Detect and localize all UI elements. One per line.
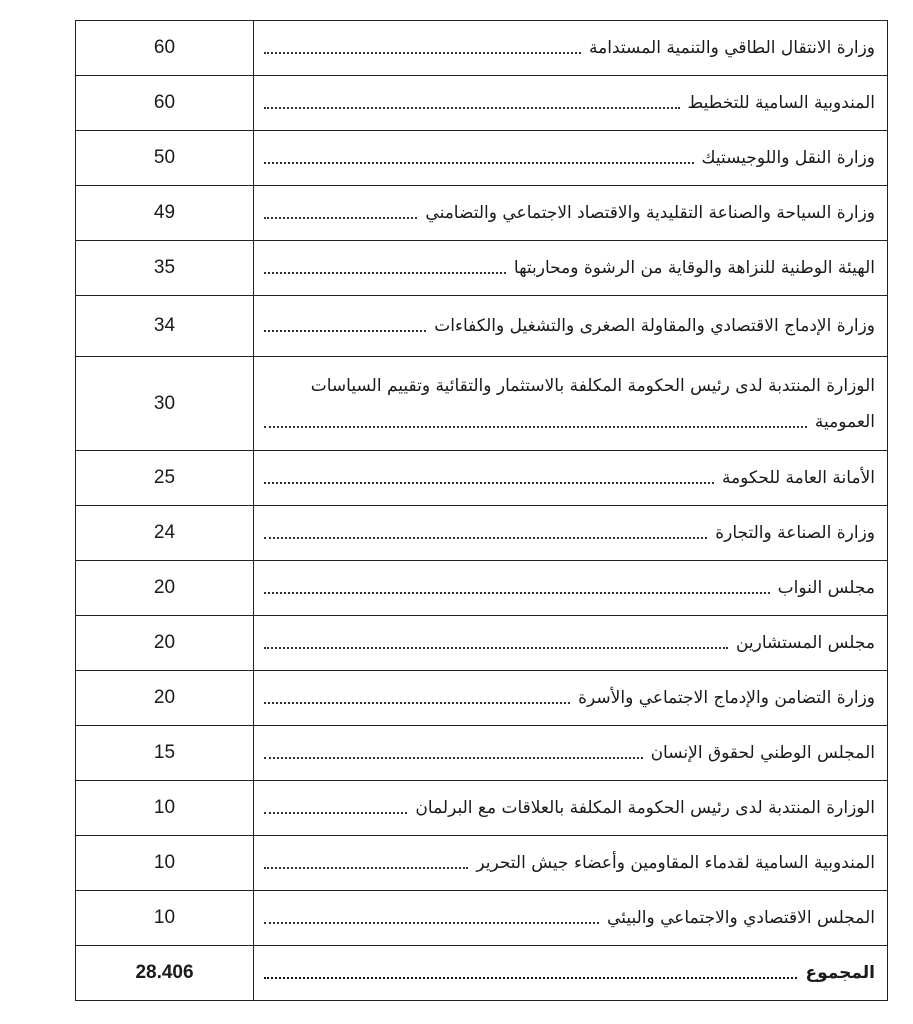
name-cell — [254, 296, 888, 357]
dot-leader — [264, 162, 694, 164]
name-cell — [254, 451, 888, 506]
dot-leader — [264, 647, 728, 649]
table-row — [76, 726, 888, 781]
row-label: مجلس النواب — [777, 578, 875, 598]
value-cell: 25 — [76, 451, 254, 506]
name-cell — [254, 671, 888, 726]
table-row — [76, 836, 888, 891]
table-row — [76, 506, 888, 561]
row-label: المندوبية السامية للتخطيط — [687, 93, 875, 113]
value-cell: 35 — [76, 241, 254, 296]
table-row — [76, 891, 888, 946]
budget-allocation-table — [75, 20, 888, 1001]
table-row — [76, 616, 888, 671]
table-row — [76, 296, 888, 357]
total-row — [76, 946, 888, 1001]
value-cell: 24 — [76, 506, 254, 561]
name-cell — [254, 186, 888, 241]
table-row — [76, 21, 888, 76]
table-row — [76, 671, 888, 726]
dot-leader — [264, 272, 506, 274]
dot-leader — [264, 330, 426, 332]
dot-leader — [264, 52, 581, 54]
name-cell — [254, 781, 888, 836]
value-cell: 10 — [76, 781, 254, 836]
table-row — [76, 357, 888, 451]
value-cell: 20 — [76, 616, 254, 671]
dot-leader — [264, 217, 417, 219]
value-cell: 20 — [76, 671, 254, 726]
row-label: الأمانة العامة للحكومة — [721, 468, 875, 488]
row-label: المجلس الوطني لحقوق الإنسان — [650, 743, 875, 763]
name-cell — [254, 76, 888, 131]
value-cell: 20 — [76, 561, 254, 616]
dot-leader — [264, 592, 770, 594]
name-cell — [254, 241, 888, 296]
row-label: الوزارة المنتدبة لدى رئيس الحكومة المكلفة بالعلاقات مع البرلمان — [415, 798, 875, 818]
value-cell: 15 — [76, 726, 254, 781]
name-cell — [254, 726, 888, 781]
row-label: وزارة الصناعة والتجارة — [715, 523, 875, 543]
row-label: المجلس الاقتصادي والاجتماعي والبيئي — [607, 908, 875, 928]
name-cell — [254, 21, 888, 76]
name-cell — [254, 561, 888, 616]
row-label: وزارة الإدماج الاقتصادي والمقاولة الصغرى والتشغيل والكفاءات — [434, 316, 875, 336]
value-cell: 10 — [76, 836, 254, 891]
table-row — [76, 241, 888, 296]
row-label: مجلس المستشارين — [735, 633, 875, 653]
row-label: المندوبية السامية لقدماء المقاومين وأعضاء جيش التحرير — [476, 853, 875, 873]
dot-leader — [264, 426, 807, 428]
name-cell — [254, 357, 888, 451]
table-row — [76, 781, 888, 836]
row-label: وزارة الانتقال الطاقي والتنمية المستدامة — [589, 38, 875, 58]
dot-leader — [264, 922, 599, 924]
table-body — [76, 21, 888, 1001]
row-label: وزارة التضامن والإدماج الاجتماعي والأسرة — [578, 688, 875, 708]
table-row — [76, 186, 888, 241]
dot-leader — [264, 537, 707, 539]
row-label: الهيئة الوطنية للنزاهة والوقاية من الرشوة ومحاربتها — [513, 258, 875, 278]
value-cell: 10 — [76, 891, 254, 946]
table-row — [76, 131, 888, 186]
value-cell: 30 — [76, 357, 254, 451]
value-cell: 50 — [76, 131, 254, 186]
table-row — [76, 76, 888, 131]
value-cell: 34 — [76, 296, 254, 357]
dot-leader — [264, 812, 407, 814]
row-label-line-2: العمومية — [814, 411, 875, 432]
dot-leader — [264, 757, 643, 759]
name-cell — [254, 616, 888, 671]
total-value-cell: 28.406 — [76, 946, 254, 1001]
dot-leader — [264, 977, 797, 979]
dot-leader — [264, 702, 570, 704]
dot-leader — [264, 482, 714, 484]
table-row — [76, 451, 888, 506]
name-cell — [254, 506, 888, 561]
dot-leader — [264, 107, 680, 109]
row-label: وزارة النقل واللوجيستيك — [701, 148, 875, 168]
total-label: المجموع — [805, 963, 875, 983]
name-cell — [254, 836, 888, 891]
row-label: وزارة السياحة والصناعة التقليدية والاقتصاد الاجتماعي والتضامني — [425, 203, 875, 223]
value-cell: 60 — [76, 21, 254, 76]
value-cell: 60 — [76, 76, 254, 131]
table-row — [76, 561, 888, 616]
name-cell — [254, 131, 888, 186]
row-label-line-1: الوزارة المنتدبة لدى رئيس الحكومة المكلفة بالاستثمار والتقائية وتقييم السياسات — [310, 375, 875, 396]
name-cell — [254, 891, 888, 946]
dot-leader — [264, 867, 468, 869]
value-cell: 49 — [76, 186, 254, 241]
total-name-cell — [254, 946, 888, 1001]
